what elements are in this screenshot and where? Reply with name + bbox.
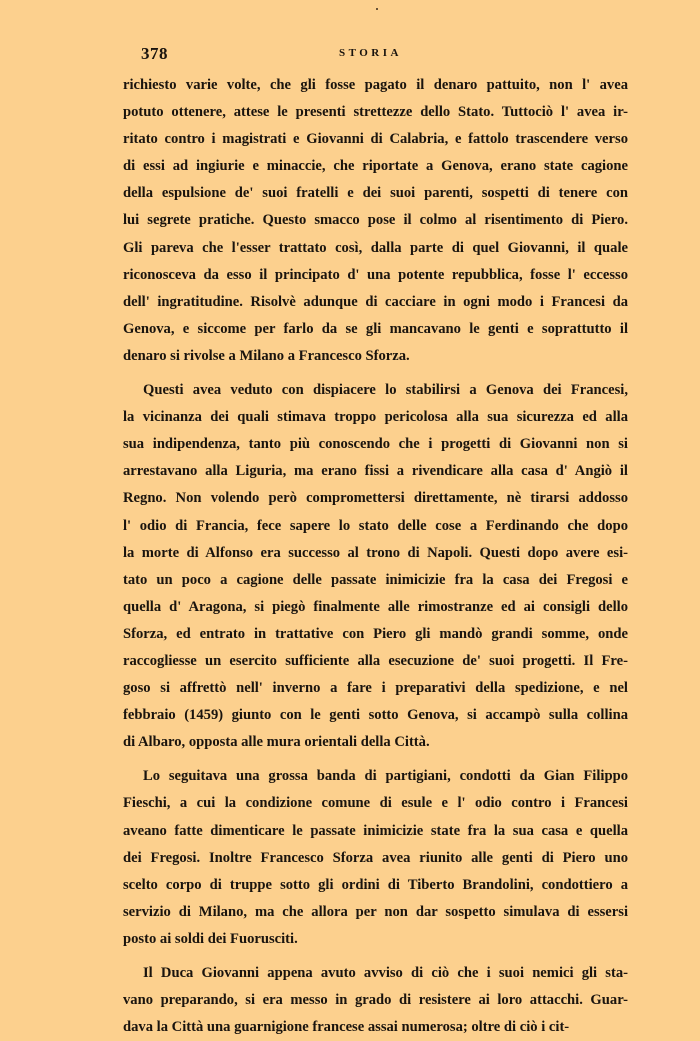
text-line: aveano fatte dimenticare le passate inimicizie state fra la sua casa e quella — [123, 822, 628, 839]
text-line: dava la Città una guarnigione francese assai numerosa; oltre di ciò i cit- — [123, 1019, 570, 1036]
text-line: scelto corpo di truppe sotto gli ordini di Tiberto Brandolini, condottiero a — [123, 876, 628, 893]
text-line: di Albaro, opposta alle mura orientali della Città. — [123, 734, 430, 751]
paragraph-gap — [123, 756, 628, 763]
paragraph-gap — [123, 370, 628, 377]
ink-speck — [376, 8, 378, 10]
text-line: richiesto varie volte, che gli fosse pagato il denaro pattuito, non l' avea — [123, 77, 628, 93]
text-line: Regno. Non volendo però compromettersi direttamente, nè tirarsi addosso — [123, 490, 628, 507]
text-line: la morte di Alfonso era successo al trono di Napoli. Questi dopo avere esi- — [123, 544, 628, 561]
running-head: STORIA — [339, 47, 402, 59]
text-line: Gli pareva che l'esser trattato così, dalla parte di quel Giovanni, il quale — [123, 239, 628, 256]
text-line: posto ai soldi dei Fuorusciti. — [123, 930, 298, 947]
text-line: Il Duca Giovanni appena avuto avviso di ciò che i suoi nemici gli sta- — [143, 965, 628, 981]
text-line: vano preparando, si era messo in grado di resistere ai loro attacchi. Guar- — [123, 992, 628, 1009]
text-line: servizio di Milano, ma che allora per non dar sospetto simulava di essersi — [123, 903, 628, 920]
paragraph — [123, 72, 628, 370]
text-line: Genova, e siccome per farlo da se gli mancavano le genti e soprattutto il — [123, 320, 628, 337]
text-line: ritato contro i magistrati e Giovanni di Calabria, e fattolo trascendere verso — [123, 131, 628, 148]
text-line: riconosceva da esso il principato d' una potente repubblica, fosse l' eccesso — [123, 266, 628, 283]
text-line: quella d' Aragona, si piegò finalmente alle rimostranze ed ai consigli dello — [123, 598, 628, 615]
text-line: febbraio (1459) giunto con le genti sotto Genova, si accampò sulla collina — [123, 707, 628, 724]
text-line: Questi avea veduto con dispiacere lo stabilirsi a Genova dei Francesi, — [143, 382, 628, 399]
text-line: della espulsione de' suoi fratelli e dei suoi parenti, sospetti di tenere con — [123, 185, 628, 202]
paragraph — [123, 960, 628, 1041]
text-line: goso si affrettò nell' inverno a fare i preparativi della spedizione, e nel — [123, 680, 628, 697]
page-header — [141, 44, 631, 68]
text-line: la vicinanza dei quali stimava troppo pericolosa alla sua sicurezza ed alla — [123, 409, 628, 426]
text-line: sua indipendenza, tanto più conoscendo che i progetti di Giovanni non si — [123, 436, 628, 453]
text-line: dei Fregosi. Inoltre Francesco Sforza avea riunito alle genti di Piero uno — [123, 849, 628, 866]
paragraph — [123, 377, 628, 756]
text-line: lui segrete pratiche. Questo smacco pose il colmo al risentimento di Piero. — [123, 212, 628, 229]
text-line: di essi ad ingiurie e minaccie, che riportate a Genova, erano state cagione — [123, 158, 628, 175]
paragraph — [123, 763, 628, 953]
body-text — [123, 72, 628, 1041]
text-line: dell' ingratitudine. Risolvè adunque di cacciare in ogni modo i Francesi da — [123, 293, 628, 310]
text-line: l' odio di Francia, fece sapere lo stato delle cose a Ferdinando che dopo — [123, 517, 628, 534]
text-line: tato un poco a cagione delle passate inimicizie fra la casa dei Fregosi e — [123, 571, 628, 588]
text-line: Lo seguitava una grossa banda di partigiani, condotti da Gian Filippo — [143, 768, 628, 785]
text-line: arrestavano alla Liguria, ma erano fissi a rivendicare alla casa d' Angiò il — [123, 463, 628, 480]
page-number: 378 — [141, 44, 168, 63]
text-line: potuto ottenere, attese le presenti strettezze dello Stato. Tuttociò l' avea ir- — [123, 104, 628, 121]
paragraph-gap — [123, 953, 628, 960]
text-line: Fieschi, a cui la condizione comune di esule e l' odio contro i Francesi — [123, 795, 628, 812]
text-line: Sforza, ed entrato in trattative con Piero gli mandò grandi somme, onde — [123, 625, 628, 642]
text-line: raccogliesse un esercito sufficiente alla esecuzione de' suoi progetti. Il Fre- — [123, 652, 628, 669]
text-line: denaro si rivolse a Milano a Francesco Sforza. — [123, 347, 410, 364]
